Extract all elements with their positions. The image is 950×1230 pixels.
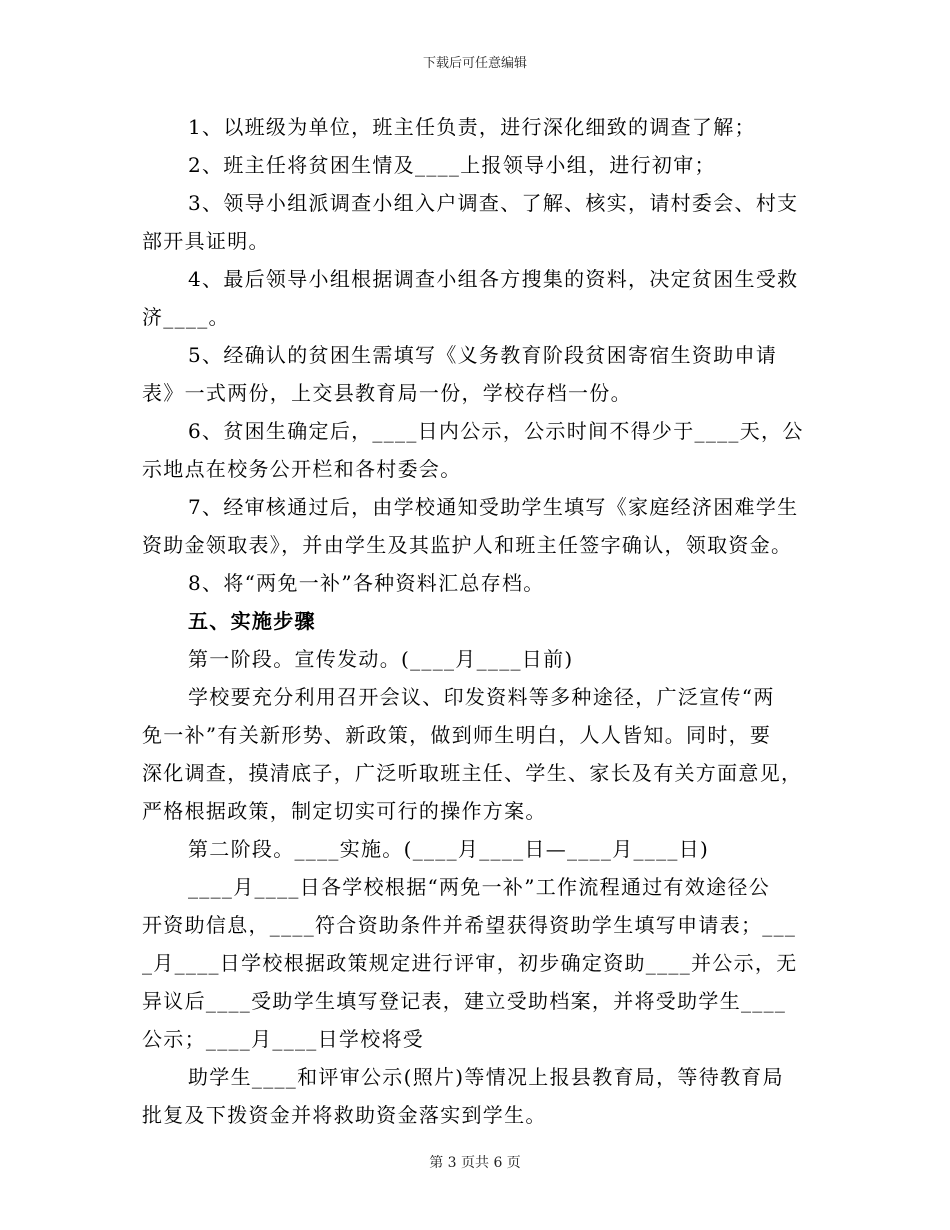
list-item-5: 5、经确认的贫困生需填写《义务教育阶段贫困寄宿生资助申请	[188, 343, 778, 367]
list-item-2: 2、班主任将贫困生情及____上报领导小组，进行初审；	[188, 153, 716, 177]
stage-one-paragraph-cont: 深化调查，摸清底子，广泛听取班主任、学生、家长及有关方面意见，	[142, 761, 803, 785]
stage-two-paragraph-cont: 公示；____月____日学校将受	[142, 1027, 425, 1051]
stage-two-paragraph-cont: 开资助信息，____符合资助条件并希望获得资助学生填写申请表；___	[142, 913, 797, 937]
list-item-4: 4、最后领导小组根据调查小组各方搜集的资料，决定贫困生受救	[188, 267, 799, 291]
stage-two-paragraph-2-cont: 批复及下拨资金并将救助资金落实到学生。	[142, 1103, 547, 1127]
list-item-8: 8、将“两免一补”各种资料汇总存档。	[188, 571, 545, 595]
list-item-3-cont: 部开具证明。	[142, 229, 270, 253]
list-item-6-cont: 示地点在校务公开栏和各村委会。	[142, 457, 462, 481]
stage-one-paragraph: 学校要充分利用召开会议、印发资料等多种途径，广泛宣传“两	[188, 685, 775, 709]
document-body	[142, 108, 810, 1134]
list-item-5-cont: 表》一式两份，上交县教育局一份，学校存档一份。	[142, 381, 632, 405]
list-item-1: 1、以班级为单位，班主任负责，进行深化细致的调查了解；	[188, 115, 756, 139]
stage-two-paragraph-cont: 异议后____受助学生填写登记表，建立受助档案，并将受助学生____	[142, 989, 787, 1013]
list-item-4-cont: 济____。	[142, 305, 230, 329]
stage-two-paragraph: ____月____日各学校根据“两免一补”工作流程通过有效途径公	[188, 875, 771, 899]
stage-one-title: 第一阶段。宣传发动。(____月____日前)	[188, 647, 574, 671]
stage-two-paragraph-cont: _月____日学校根据政策规定进行评审，初步确定资助____并公示，无	[142, 951, 798, 975]
stage-one-paragraph-cont: 严格根据政策，制定切实可行的操作方案。	[142, 799, 547, 823]
section-heading: 五、实施步骤	[188, 609, 316, 633]
stage-one-paragraph-cont: 免一补”有关新形势、新政策，做到师生明白，人人皆知。同时，要	[142, 723, 772, 747]
list-item-6: 6、贫困生确定后，____日内公示，公示时间不得少于____天，公	[188, 419, 804, 443]
list-item-3: 3、领导小组派调查小组入户调查、了解、核实，请村委会、村支	[188, 191, 799, 215]
list-item-7: 7、经审核通过后，由学校通知受助学生填写《家庭经济困难学生	[188, 495, 799, 519]
page-footer: 第 3 页共 6 页	[429, 1155, 521, 1171]
list-item-7-cont: 资助金领取表》，并由学生及其监护人和班主任签字确认，领取资金。	[142, 533, 793, 557]
stage-two-paragraph-2: 助学生____和评审公示(照片)等情况上报县教育局，等待教育局	[188, 1065, 784, 1089]
page-header: 下载后可任意编辑	[422, 56, 527, 71]
stage-two-title: 第二阶段。____实施。(____月____日—____月____日)	[188, 837, 710, 861]
